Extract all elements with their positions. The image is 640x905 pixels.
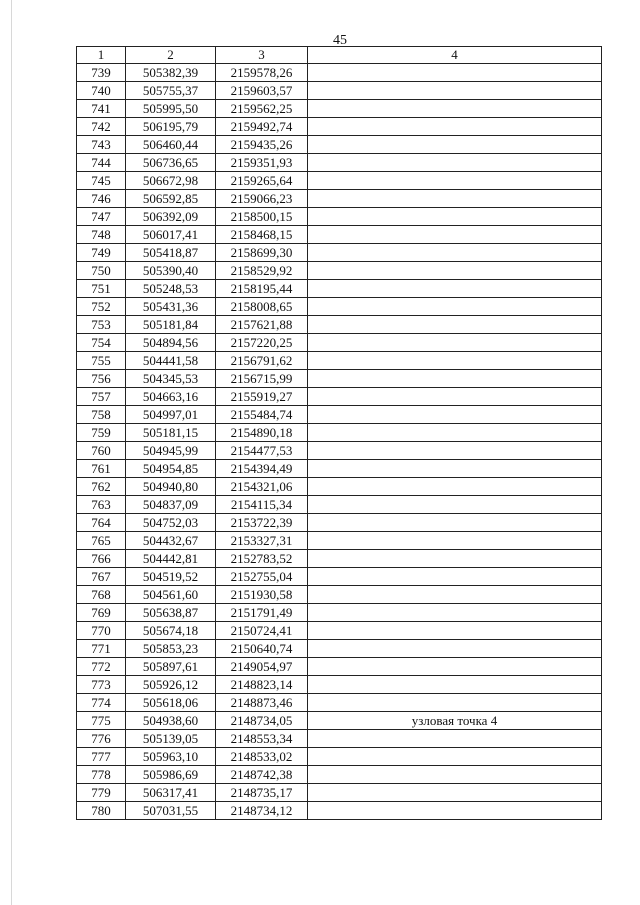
x-coordinate-cell: 505926,12: [126, 676, 216, 694]
note-cell: [308, 604, 602, 622]
table-row: [77, 604, 602, 622]
x-coordinate-cell: 506392,09: [126, 208, 216, 226]
note-cell: [308, 298, 602, 316]
y-coordinate-cell: 2154477,53: [216, 442, 308, 460]
y-coordinate-cell: 2158195,44: [216, 280, 308, 298]
table-row: [77, 748, 602, 766]
table-row: [77, 514, 602, 532]
y-coordinate-cell: 2154394,49: [216, 460, 308, 478]
point-number-cell: 743: [77, 136, 126, 154]
table-row: [77, 586, 602, 604]
y-coordinate-cell: 2148735,17: [216, 784, 308, 802]
table-row: [77, 658, 602, 676]
y-coordinate-cell: 2153722,39: [216, 514, 308, 532]
x-coordinate-cell: 504997,01: [126, 406, 216, 424]
x-coordinate-cell: 506672,98: [126, 172, 216, 190]
y-coordinate-cell: 2154321,06: [216, 478, 308, 496]
note-cell: [308, 496, 602, 514]
point-number-cell: 775: [77, 712, 126, 730]
y-coordinate-cell: 2158008,65: [216, 298, 308, 316]
y-coordinate-cell: 2155484,74: [216, 406, 308, 424]
note-cell: [308, 82, 602, 100]
y-coordinate-cell: 2153327,31: [216, 532, 308, 550]
x-coordinate-cell: 505431,36: [126, 298, 216, 316]
x-coordinate-cell: 504938,60: [126, 712, 216, 730]
table-row: [77, 460, 602, 478]
point-number-cell: 778: [77, 766, 126, 784]
point-number-cell: 776: [77, 730, 126, 748]
table-row: [77, 352, 602, 370]
note-cell: [308, 388, 602, 406]
x-coordinate-cell: 506017,41: [126, 226, 216, 244]
x-coordinate-cell: 505674,18: [126, 622, 216, 640]
table-row: [77, 496, 602, 514]
note-cell: [308, 154, 602, 172]
x-coordinate-cell: 504345,53: [126, 370, 216, 388]
table-row: [77, 190, 602, 208]
y-coordinate-cell: 2149054,97: [216, 658, 308, 676]
point-number-cell: 774: [77, 694, 126, 712]
x-coordinate-cell: 506592,85: [126, 190, 216, 208]
note-cell: [308, 766, 602, 784]
header-col-4: 4: [308, 47, 602, 64]
point-number-cell: 740: [77, 82, 126, 100]
y-coordinate-cell: 2150724,41: [216, 622, 308, 640]
note-cell: [308, 118, 602, 136]
y-coordinate-cell: 2159435,26: [216, 136, 308, 154]
header-col-2: 2: [126, 47, 216, 64]
note-cell: [308, 190, 602, 208]
y-coordinate-cell: 2155919,27: [216, 388, 308, 406]
table-row: [77, 640, 602, 658]
point-number-cell: 742: [77, 118, 126, 136]
x-coordinate-cell: 505638,87: [126, 604, 216, 622]
table-row: [77, 334, 602, 352]
note-cell: [308, 478, 602, 496]
table-row: [77, 208, 602, 226]
y-coordinate-cell: 2159265,64: [216, 172, 308, 190]
note-cell: [308, 532, 602, 550]
table-row: [77, 424, 602, 442]
note-cell: [308, 784, 602, 802]
x-coordinate-cell: 504940,80: [126, 478, 216, 496]
point-number-cell: 770: [77, 622, 126, 640]
y-coordinate-cell: 2159351,93: [216, 154, 308, 172]
point-number-cell: 763: [77, 496, 126, 514]
table-row: [77, 568, 602, 586]
point-number-cell: 773: [77, 676, 126, 694]
table-row: [77, 244, 602, 262]
x-coordinate-cell: 505963,10: [126, 748, 216, 766]
x-coordinate-cell: 504837,09: [126, 496, 216, 514]
table-row: [77, 802, 602, 820]
y-coordinate-cell: 2150640,74: [216, 640, 308, 658]
x-coordinate-cell: 504663,16: [126, 388, 216, 406]
x-coordinate-cell: 506736,65: [126, 154, 216, 172]
table-row: [77, 280, 602, 298]
point-number-cell: 768: [77, 586, 126, 604]
point-number-cell: 779: [77, 784, 126, 802]
x-coordinate-cell: 505390,40: [126, 262, 216, 280]
table-row: [77, 712, 602, 730]
table-row: [77, 478, 602, 496]
y-coordinate-cell: 2151791,49: [216, 604, 308, 622]
table-row: [77, 370, 602, 388]
note-cell: [308, 64, 602, 82]
y-coordinate-cell: 2157220,25: [216, 334, 308, 352]
x-coordinate-cell: 504432,67: [126, 532, 216, 550]
y-coordinate-cell: 2158529,92: [216, 262, 308, 280]
point-number-cell: 751: [77, 280, 126, 298]
point-number-cell: 749: [77, 244, 126, 262]
table-row: [77, 406, 602, 424]
y-coordinate-cell: 2159492,74: [216, 118, 308, 136]
note-cell: [308, 730, 602, 748]
table-row: [77, 154, 602, 172]
note-cell: [308, 334, 602, 352]
y-coordinate-cell: 2148742,38: [216, 766, 308, 784]
x-coordinate-cell: 505995,50: [126, 100, 216, 118]
point-number-cell: 741: [77, 100, 126, 118]
point-number-cell: 765: [77, 532, 126, 550]
point-number-cell: 744: [77, 154, 126, 172]
note-cell: [308, 640, 602, 658]
coordinates-table: [76, 46, 602, 820]
y-coordinate-cell: 2156791,62: [216, 352, 308, 370]
note-cell: [308, 568, 602, 586]
note-cell: [308, 748, 602, 766]
x-coordinate-cell: 504752,03: [126, 514, 216, 532]
x-coordinate-cell: 505418,87: [126, 244, 216, 262]
point-number-cell: 769: [77, 604, 126, 622]
note-cell: [308, 370, 602, 388]
point-number-cell: 754: [77, 334, 126, 352]
x-coordinate-cell: 505755,37: [126, 82, 216, 100]
header-col-1: 1: [77, 47, 126, 64]
x-coordinate-cell: 505986,69: [126, 766, 216, 784]
note-cell: [308, 280, 602, 298]
y-coordinate-cell: 2159562,25: [216, 100, 308, 118]
table-row: [77, 442, 602, 460]
x-coordinate-cell: 505181,84: [126, 316, 216, 334]
x-coordinate-cell: 506460,44: [126, 136, 216, 154]
y-coordinate-cell: 2152783,52: [216, 550, 308, 568]
note-cell: [308, 622, 602, 640]
y-coordinate-cell: 2158468,15: [216, 226, 308, 244]
point-number-cell: 757: [77, 388, 126, 406]
point-number-cell: 771: [77, 640, 126, 658]
note-cell: [308, 136, 602, 154]
point-number-cell: 739: [77, 64, 126, 82]
note-cell: [308, 226, 602, 244]
note-cell: [308, 172, 602, 190]
table-row: [77, 82, 602, 100]
table-row: [77, 388, 602, 406]
note-cell: [308, 586, 602, 604]
table-row: [77, 100, 602, 118]
point-number-cell: 780: [77, 802, 126, 820]
x-coordinate-cell: 505139,05: [126, 730, 216, 748]
x-coordinate-cell: 504442,81: [126, 550, 216, 568]
point-number-cell: 747: [77, 208, 126, 226]
point-number-cell: 755: [77, 352, 126, 370]
x-coordinate-cell: 505618,06: [126, 694, 216, 712]
y-coordinate-cell: 2156715,99: [216, 370, 308, 388]
note-cell: [308, 316, 602, 334]
x-coordinate-cell: 505248,53: [126, 280, 216, 298]
point-number-cell: 772: [77, 658, 126, 676]
note-cell: [308, 550, 602, 568]
y-coordinate-cell: 2148533,02: [216, 748, 308, 766]
x-coordinate-cell: 506195,79: [126, 118, 216, 136]
note-cell: [308, 100, 602, 118]
x-coordinate-cell: 505382,39: [126, 64, 216, 82]
note-cell: [308, 658, 602, 676]
y-coordinate-cell: 2152755,04: [216, 568, 308, 586]
note-cell: узловая точка 4: [308, 712, 602, 730]
table-row: [77, 262, 602, 280]
note-cell: [308, 424, 602, 442]
y-coordinate-cell: 2154115,34: [216, 496, 308, 514]
note-cell: [308, 208, 602, 226]
y-coordinate-cell: 2148823,14: [216, 676, 308, 694]
table-row: [77, 118, 602, 136]
point-number-cell: 759: [77, 424, 126, 442]
page-number: 45: [333, 33, 347, 48]
table-row: [77, 784, 602, 802]
y-coordinate-cell: 2148553,34: [216, 730, 308, 748]
point-number-cell: 767: [77, 568, 126, 586]
header-col-3: 3: [216, 47, 308, 64]
x-coordinate-cell: 504894,56: [126, 334, 216, 352]
x-coordinate-cell: 506317,41: [126, 784, 216, 802]
x-coordinate-cell: 505853,23: [126, 640, 216, 658]
point-number-cell: 750: [77, 262, 126, 280]
table-row: [77, 532, 602, 550]
table-body: [77, 64, 602, 820]
point-number-cell: 762: [77, 478, 126, 496]
note-cell: [308, 802, 602, 820]
note-cell: [308, 262, 602, 280]
y-coordinate-cell: 2148734,12: [216, 802, 308, 820]
y-coordinate-cell: 2159603,57: [216, 82, 308, 100]
table-row: [77, 730, 602, 748]
point-number-cell: 777: [77, 748, 126, 766]
note-cell: [308, 244, 602, 262]
y-coordinate-cell: 2148873,46: [216, 694, 308, 712]
table-header-row: [77, 47, 602, 64]
table-row: [77, 298, 602, 316]
note-cell: [308, 406, 602, 424]
x-coordinate-cell: 505181,15: [126, 424, 216, 442]
table-row: [77, 136, 602, 154]
table-row: [77, 676, 602, 694]
y-coordinate-cell: 2151930,58: [216, 586, 308, 604]
point-number-cell: 758: [77, 406, 126, 424]
table-row: [77, 694, 602, 712]
point-number-cell: 753: [77, 316, 126, 334]
x-coordinate-cell: 507031,55: [126, 802, 216, 820]
table-row: [77, 226, 602, 244]
y-coordinate-cell: 2157621,88: [216, 316, 308, 334]
x-coordinate-cell: 504954,85: [126, 460, 216, 478]
point-number-cell: 745: [77, 172, 126, 190]
table-row: [77, 316, 602, 334]
note-cell: [308, 352, 602, 370]
point-number-cell: 748: [77, 226, 126, 244]
x-coordinate-cell: 504441,58: [126, 352, 216, 370]
note-cell: [308, 460, 602, 478]
note-cell: [308, 694, 602, 712]
point-number-cell: 766: [77, 550, 126, 568]
x-coordinate-cell: 504945,99: [126, 442, 216, 460]
y-coordinate-cell: 2154890,18: [216, 424, 308, 442]
note-cell: [308, 676, 602, 694]
point-number-cell: 756: [77, 370, 126, 388]
x-coordinate-cell: 505897,61: [126, 658, 216, 676]
point-number-cell: 760: [77, 442, 126, 460]
point-number-cell: 746: [77, 190, 126, 208]
table-row: [77, 64, 602, 82]
point-number-cell: 761: [77, 460, 126, 478]
note-cell: [308, 442, 602, 460]
table-row: [77, 622, 602, 640]
x-coordinate-cell: 504561,60: [126, 586, 216, 604]
y-coordinate-cell: 2158500,15: [216, 208, 308, 226]
table-row: [77, 766, 602, 784]
scan-edge-line: [11, 0, 12, 905]
table-row: [77, 172, 602, 190]
y-coordinate-cell: 2159578,26: [216, 64, 308, 82]
table-row: [77, 550, 602, 568]
y-coordinate-cell: 2158699,30: [216, 244, 308, 262]
point-number-cell: 752: [77, 298, 126, 316]
point-number-cell: 764: [77, 514, 126, 532]
y-coordinate-cell: 2159066,23: [216, 190, 308, 208]
y-coordinate-cell: 2148734,05: [216, 712, 308, 730]
x-coordinate-cell: 504519,52: [126, 568, 216, 586]
note-cell: [308, 514, 602, 532]
